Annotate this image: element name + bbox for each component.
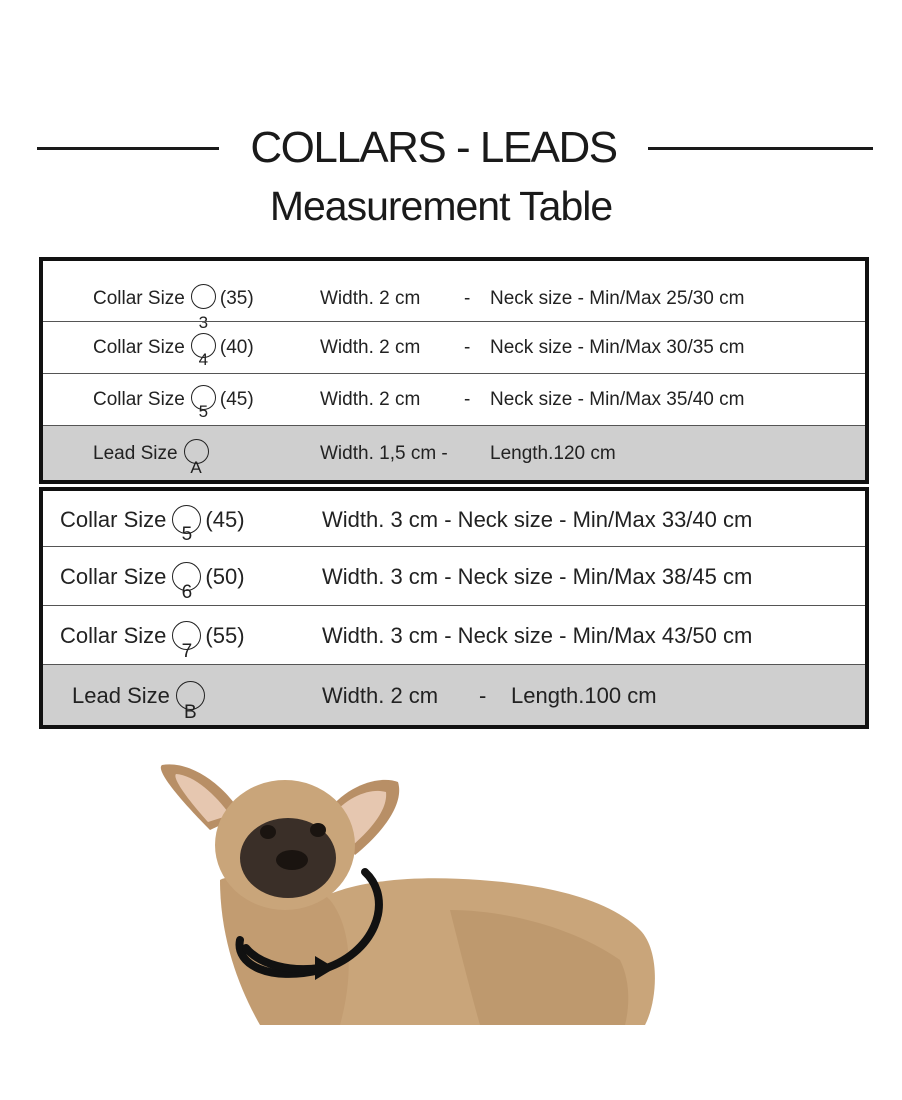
dog-neck-measurement-icon [150, 760, 670, 1030]
size-table-small [39, 257, 869, 484]
size-label: Lead SizeA [93, 426, 213, 481]
table-row [43, 605, 865, 664]
size-details-cell: Width. 3 cm - Neck size - Min/Max 38/45 cm [322, 564, 753, 589]
size-label: Collar Size3(35) [93, 261, 254, 337]
width-cell: Width. 2 cm [320, 389, 421, 410]
title-rule-right [648, 147, 873, 150]
size-label: Lead SizeB [72, 665, 209, 726]
neck-size-cell: Neck size - Min/Max 30/35 cm [490, 337, 745, 358]
length-cell: Length.100 cm [511, 683, 657, 708]
width-cell: Width. 2 cm [320, 288, 421, 309]
size-label: Collar Size5(45) [93, 374, 254, 426]
width-cell: Width. 2 cm [320, 337, 421, 358]
width-cell: Width. 2 cm [322, 683, 439, 708]
table-row [43, 261, 865, 333]
size-table-large [39, 487, 869, 729]
size-badge: 3 [191, 284, 216, 309]
separator-dash: - [464, 288, 471, 309]
length-cell: Length.120 cm [490, 443, 616, 464]
width-cell: Width. 1,5 cm - [320, 443, 448, 464]
neck-size-cell: Neck size - Min/Max 35/40 cm [490, 389, 745, 410]
table-row-lead [43, 664, 865, 725]
size-label: Collar Size4(40) [93, 322, 254, 374]
size-badge: A [184, 439, 209, 464]
size-badge: 4 [191, 333, 216, 358]
size-badge: 6 [172, 562, 201, 591]
separator-dash: - [464, 389, 471, 410]
size-badge: B [176, 681, 205, 710]
size-badge: 5 [172, 505, 201, 534]
size-badge: 7 [172, 621, 201, 650]
size-label: Collar Size6(50) [60, 547, 245, 606]
size-details-cell: Width. 3 cm - Neck size - Min/Max 43/50 cm [322, 623, 753, 648]
size-details-cell: Width. 3 cm - Neck size - Min/Max 33/40 cm [322, 507, 753, 532]
page-subtitle: Measurement Table [269, 183, 613, 229]
size-label: Collar Size7(55) [60, 606, 245, 665]
size-badge: 5 [191, 385, 216, 410]
neck-size-cell: Neck size - Min/Max 25/30 cm [490, 288, 745, 309]
table-row [43, 373, 865, 425]
table-row [43, 491, 865, 546]
title-row [0, 124, 902, 172]
table-row [43, 546, 865, 605]
title-rule-left [37, 147, 219, 150]
separator-dash: - [479, 683, 487, 708]
separator-dash: - [464, 337, 471, 358]
table-row-lead [43, 425, 865, 480]
size-label: Collar Size5(45) [60, 491, 245, 548]
table-row [43, 321, 865, 373]
page-title: COLLARS - LEADS [250, 123, 617, 172]
